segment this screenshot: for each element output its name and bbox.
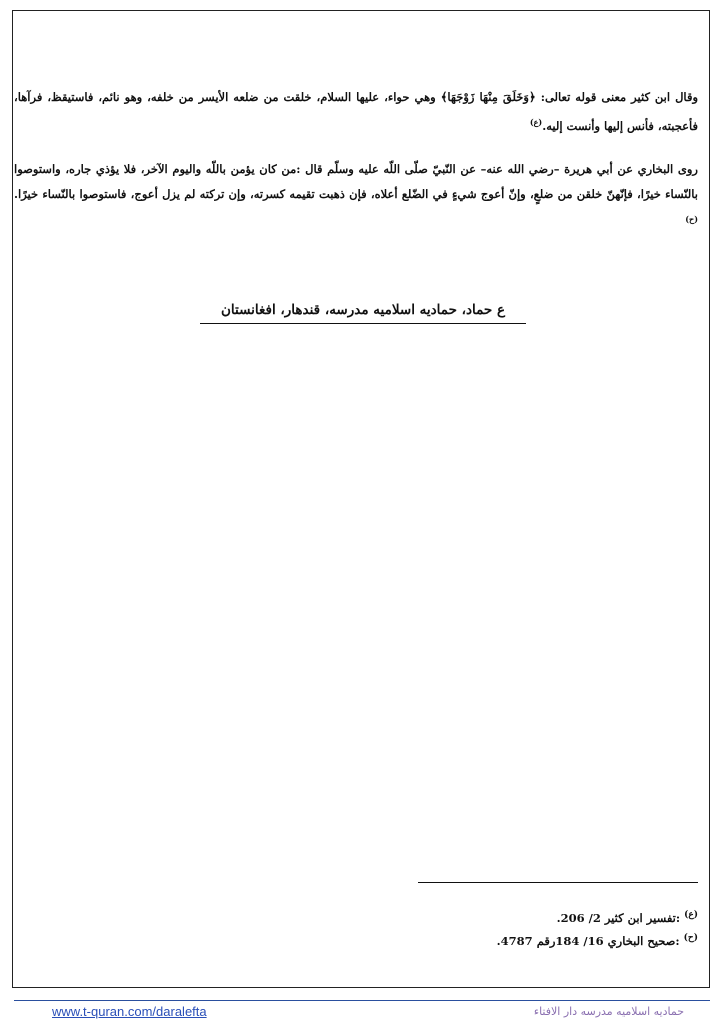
footnote-text: :صحيح البخاري 16/ 184رقم 4787. [496,933,680,948]
footnote-text: :تفسير ابن كثير 2/ 206. [556,910,681,925]
footnote-ref: (ع) [529,117,543,127]
paragraph-bukhari [14,157,698,236]
footnote-mark: (ح) [683,933,698,943]
footnote-1 [300,906,698,927]
signature-line: ع حماد، حمادیه اسلامیه مدرسه، قندهار، افغانستان [200,300,526,324]
paragraph-text: وقال ابن كثير معنى قوله تعالى: ﴿وَخَلَقَ مِنْهَا زَوْجَهَا﴾ وهي حواء، عليها السلام، خلقت من ضلعه الأيسر من خلفه، وهو نائم، فاستيقظ، فرآها، فأعجبته، فأنس إليها وأنست إليه. [14,90,698,133]
footnote-2 [300,929,698,950]
footer-url-link[interactable]: www.t-quran.com/daralefta [52,1004,207,1019]
footer-divider [14,1000,710,1001]
paragraph-ibn-kathir [14,85,698,139]
footnote-mark: (ع) [684,910,698,920]
footnote-separator [418,882,698,883]
paragraph-text: روى البخاري عن أبي هريرة –رضي الله عنه– عن النّبيّ صلّى اللّه عليه وسلّم قال :من كان يؤمن باللّه واليوم الآخر، فلا يؤذي جاره، واستوصوا بالنّساء خيرًا، فإنّهنّ خلقن من ضلعٍ، وإنّ أعوج شيءٍ في الضّلع أعلاه، فإن ذهبت تقيمه كسرته، وإن تركته لم يزل أعوج، فاستوصوا بالنّساء خيرًا. [14,162,698,201]
footnote-ref: (ح) [685,214,698,224]
footer-source: حمادیه اسلامیه مدرسه دار الافتاء [533,1005,684,1018]
